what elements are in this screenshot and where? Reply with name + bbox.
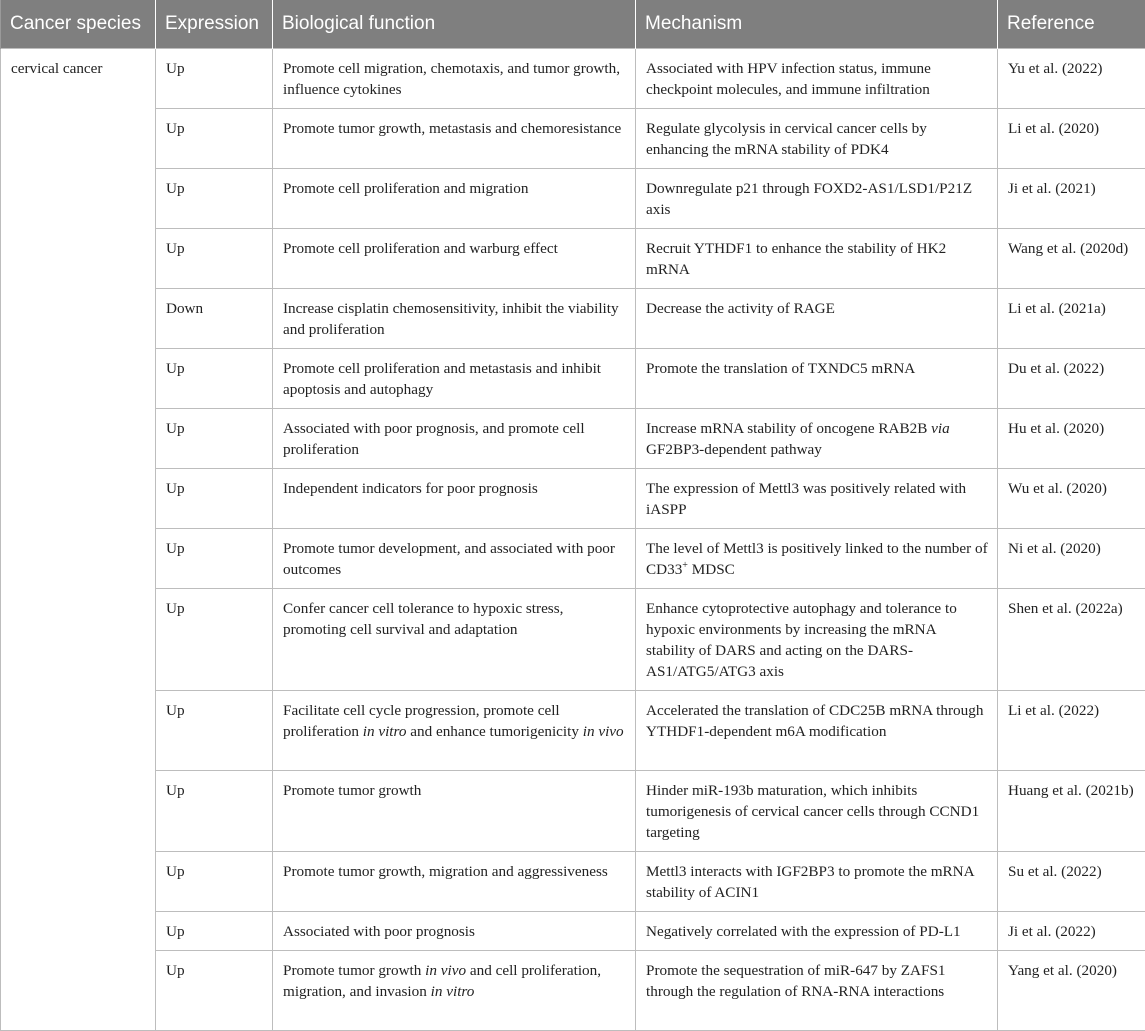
reference-cell: Hu et al. (2020) [998, 409, 1145, 469]
expression-cell: Up [156, 109, 273, 169]
function-text: and enhance tumorigenicity [406, 723, 582, 740]
function-cell: Associated with poor prognosis [273, 912, 636, 951]
reference-cell: Du et al. (2022) [998, 349, 1145, 409]
table-header [1, 0, 1145, 49]
reference-cell: Wu et al. (2020) [998, 469, 1145, 529]
function-cell [273, 691, 636, 771]
expression-cell: Up [156, 529, 273, 589]
expression-cell: Up [156, 49, 273, 109]
reference-cell: Yang et al. (2020) [998, 951, 1145, 1031]
reference-cell: Li et al. (2020) [998, 109, 1145, 169]
mechanism-cell: Recruit YTHDF1 to enhance the stability of HK2 mRNA [636, 229, 998, 289]
mechanism-cell: Accelerated the translation of CDC25B mRNA through YTHDF1-dependent m6A modification [636, 691, 998, 771]
function-cell: Independent indicators for poor prognosis [273, 469, 636, 529]
table-row [1, 49, 1145, 109]
expression-cell: Up [156, 409, 273, 469]
header-expression: Expression [156, 0, 273, 49]
function-text: and cell proliferation, migration, and invasion [283, 962, 601, 1000]
header-cancer-species: Cancer species [1, 0, 156, 49]
function-cell: Promote tumor growth, metastasis and chemoresistance [273, 109, 636, 169]
function-cell: Promote tumor development, and associated with poor outcomes [273, 529, 636, 589]
table-row [1, 589, 1145, 691]
header-biological-function: Biological function [273, 0, 636, 49]
mechanism-cell: Hinder miR-193b maturation, which inhibits tumorigenesis of cervical cancer cells through CCND1 targeting [636, 771, 998, 852]
mechanism-text: MDSC [688, 561, 735, 578]
expression-cell: Up [156, 229, 273, 289]
mechanism-text: The level of Mettl3 is positively linked to the number of CD33 [646, 540, 988, 578]
expression-cell: Up [156, 912, 273, 951]
function-cell: Promote cell proliferation and metastasis and inhibit apoptosis and autophagy [273, 349, 636, 409]
reference-cell: Yu et al. (2022) [998, 49, 1145, 109]
mechanism-cell: Associated with HPV infection status, immune checkpoint molecules, and immune infiltration [636, 49, 998, 109]
table-row [1, 289, 1145, 349]
mechanism-cell [636, 409, 998, 469]
mechanism-cell: Downregulate p21 through FOXD2-AS1/LSD1/P21Z axis [636, 169, 998, 229]
expression-cell: Up [156, 169, 273, 229]
table-row [1, 529, 1145, 589]
function-cell: Promote cell proliferation and migration [273, 169, 636, 229]
function-cell: Associated with poor prognosis, and promote cell proliferation [273, 409, 636, 469]
mechanism-cell: Negatively correlated with the expression of PD-L1 [636, 912, 998, 951]
mechanism-superscript: + [682, 560, 688, 571]
function-cell: Confer cancer cell tolerance to hypoxic stress, promoting cell survival and adaptation [273, 589, 636, 691]
mechanism-text: GF2BP3-dependent pathway [646, 441, 822, 458]
function-cell: Promote tumor growth, migration and aggressiveness [273, 852, 636, 912]
header-row [1, 0, 1145, 49]
reference-cell: Ji et al. (2022) [998, 912, 1145, 951]
reference-cell: Li et al. (2021a) [998, 289, 1145, 349]
reference-cell: Su et al. (2022) [998, 852, 1145, 912]
mechanism-cell: Decrease the activity of RAGE [636, 289, 998, 349]
header-mechanism: Mechanism [636, 0, 998, 49]
table-row [1, 852, 1145, 912]
table-row [1, 469, 1145, 529]
reference-cell: Shen et al. (2022a) [998, 589, 1145, 691]
table-row [1, 409, 1145, 469]
function-italic-text: in vitro [363, 723, 407, 740]
mechanism-cell: Enhance cytoprotective autophagy and tolerance to hypoxic environments by increasing the mRNA stability of DARS and acting on the DARS-AS1/ATG5/ATG3 axis [636, 589, 998, 691]
reference-cell: Huang et al. (2021b) [998, 771, 1145, 852]
function-cell: Promote cell proliferation and warburg effect [273, 229, 636, 289]
reference-cell: Wang et al. (2020d) [998, 229, 1145, 289]
mechanism-italic-text: via [931, 420, 950, 437]
mechanism-text: Increase mRNA stability of oncogene RAB2B [646, 420, 931, 437]
expression-cell: Up [156, 691, 273, 771]
table-row [1, 109, 1145, 169]
expression-cell: Up [156, 349, 273, 409]
table-row [1, 771, 1145, 852]
table-row [1, 912, 1145, 951]
mechanism-cell [636, 529, 998, 589]
cancer-species-cell: cervical cancer [1, 49, 156, 1031]
table-row [1, 349, 1145, 409]
mechanism-cell: Promote the translation of TXNDC5 mRNA [636, 349, 998, 409]
table-body [1, 49, 1145, 1031]
mechanism-cell: Regulate glycolysis in cervical cancer cells by enhancing the mRNA stability of PDK4 [636, 109, 998, 169]
reference-cell: Ji et al. (2021) [998, 169, 1145, 229]
expression-cell: Up [156, 469, 273, 529]
expression-cell: Up [156, 852, 273, 912]
reference-cell: Ni et al. (2020) [998, 529, 1145, 589]
expression-cell: Up [156, 589, 273, 691]
function-italic-text: in vivo [425, 962, 466, 979]
table-row [1, 229, 1145, 289]
mechanism-cell: Promote the sequestration of miR-647 by ZAFS1 through the regulation of RNA-RNA interactions [636, 951, 998, 1031]
reference-cell: Li et al. (2022) [998, 691, 1145, 771]
expression-cell: Up [156, 771, 273, 852]
function-cell: Promote tumor growth [273, 771, 636, 852]
function-italic-text: in vivo [583, 723, 624, 740]
table-row [1, 169, 1145, 229]
mechanism-cell: Mettl3 interacts with IGF2BP3 to promote the mRNA stability of ACIN1 [636, 852, 998, 912]
function-text: Facilitate cell cycle progression, promote cell proliferation [283, 702, 560, 740]
expression-cell: Up [156, 951, 273, 1031]
expression-cell: Down [156, 289, 273, 349]
function-italic-text: in vitro [431, 983, 475, 1000]
function-text: Promote tumor growth [283, 962, 425, 979]
header-reference: Reference [998, 0, 1145, 49]
function-cell: Increase cisplatin chemosensitivity, inhibit the viability and proliferation [273, 289, 636, 349]
function-cell: Promote cell migration, chemotaxis, and tumor growth, influence cytokines [273, 49, 636, 109]
mechanism-cell: The expression of Mettl3 was positively related with iASPP [636, 469, 998, 529]
table-row [1, 691, 1145, 771]
